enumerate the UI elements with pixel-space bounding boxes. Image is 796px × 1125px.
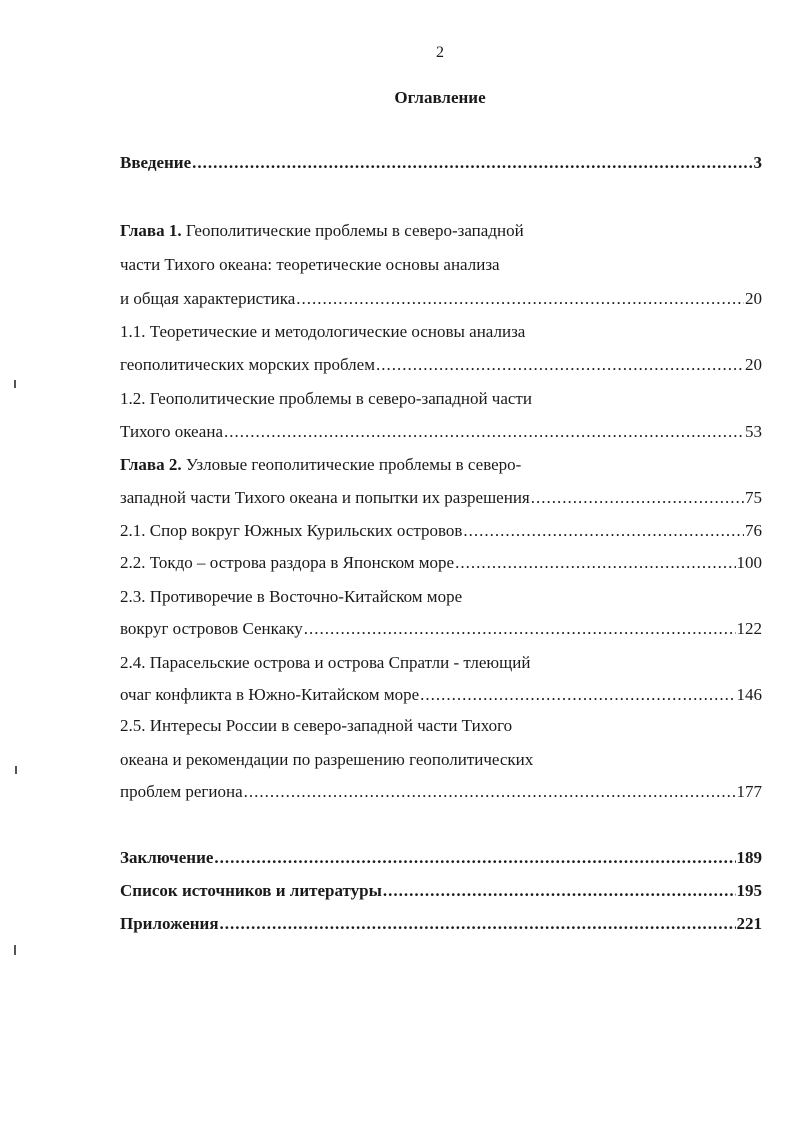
toc-s1-1-line1[interactable]: 1.1. Теоретические и методологические основы анализа [120,322,526,341]
toc-s2-3-line1[interactable]: 2.3. Противоречие в Восточно-Китайском море [120,587,463,606]
dot-leader [296,289,744,309]
toc-entry-label: геополитических морских проблем [120,355,375,374]
chapter-lead: Глава 1. [120,221,182,240]
toc-entry-page: 76 [745,521,762,540]
chapter-title-part: Узловые геополитические проблемы в северо- [181,455,522,474]
dot-leader [244,782,736,802]
toc-entry-page: 20 [745,289,762,308]
toc-entry-sources[interactable] [120,881,762,901]
dot-leader [304,619,736,639]
toc-chapter2-line1[interactable] [120,455,521,475]
toc-entry-label: и общая характеристика [120,289,296,308]
toc-entry-page: 221 [736,914,762,933]
scan-speck [15,766,17,774]
toc-entry-label: очаг конфликта в Южно-Китайском море [120,685,420,704]
toc-entry-conclusion[interactable] [120,848,762,868]
toc-entry-label: Заключение [120,848,214,867]
toc-s2-5-line1[interactable]: 2.5. Интересы России в северо-западной части Тихого [120,716,513,735]
toc-entry-s2-2[interactable] [120,553,762,573]
toc-chapter1-line2: части Тихого океана: теоретические основы анализа [120,255,500,274]
dot-leader [463,521,744,541]
toc-entry-s2-4[interactable] [120,685,762,705]
toc-entry-label: 2.1. Спор вокруг Южных Курильских островов [120,521,463,540]
toc-entry-label: Тихого океана [120,422,223,441]
toc-entry-page: 195 [736,881,762,900]
toc-s1-2-line1[interactable]: 1.2. Геополитические проблемы в северо-западной части [120,389,532,408]
toc-entry-page: 100 [736,553,762,572]
toc-entry-label: Список источников и литературы [120,881,382,900]
toc-chapter1-line1[interactable] [120,221,524,241]
toc-entry-label: 2.2. Токдо – острова раздора в Японском море [120,553,455,572]
toc-entry-s2-5[interactable] [120,782,762,802]
chapter-lead: Глава 2. [120,455,182,474]
dot-leader [224,422,744,442]
dot-leader [192,153,752,173]
toc-entry-page: 3 [753,153,762,172]
toc-entry-page: 122 [736,619,762,638]
toc-entry-s2-1[interactable] [120,521,762,541]
scan-speck [14,945,16,955]
dot-leader [376,355,744,375]
dot-leader [420,685,735,705]
toc-entry-label: вокруг островов Сенкаку [120,619,303,638]
toc-entry-appendix[interactable] [120,914,762,934]
toc-entry-page: 189 [736,848,762,867]
toc-entry-s1-1[interactable] [120,355,762,375]
toc-entry-label: Приложения [120,914,219,933]
toc-title: Оглавление [394,88,486,107]
toc-s2-4-line1[interactable]: 2.4. Парасельские острова и острова Спратли - тлеющий [120,653,531,672]
toc-entry-chapter1[interactable] [120,289,762,309]
toc-entry-chapter2[interactable] [120,488,762,508]
toc-entry-label: Введение [120,153,192,172]
toc-entry-page: 20 [745,355,762,374]
toc-entry-s2-3[interactable] [120,619,762,639]
toc-entry-label: проблем региона [120,782,243,801]
chapter-title-part: Геополитические проблемы в северо-западной [181,221,524,240]
toc-entry-s1-2[interactable] [120,422,762,442]
toc-entry-page: 75 [745,488,762,507]
toc-entry-label: западной части Тихого океана и попытки их разрешения [120,488,530,507]
page-number: 2 [436,44,444,61]
dot-leader [455,553,735,573]
toc-s2-5-line2: океана и рекомендации по разрешению геополитических [120,750,534,769]
toc-entry-intro[interactable] [120,153,762,173]
scan-speck [14,380,16,388]
dot-leader [214,848,735,868]
toc-entry-page: 146 [736,685,762,704]
toc-entry-page: 177 [736,782,762,801]
dot-leader [383,881,736,901]
dot-leader [531,488,744,508]
dot-leader [220,914,736,934]
toc-entry-page: 53 [745,422,762,441]
